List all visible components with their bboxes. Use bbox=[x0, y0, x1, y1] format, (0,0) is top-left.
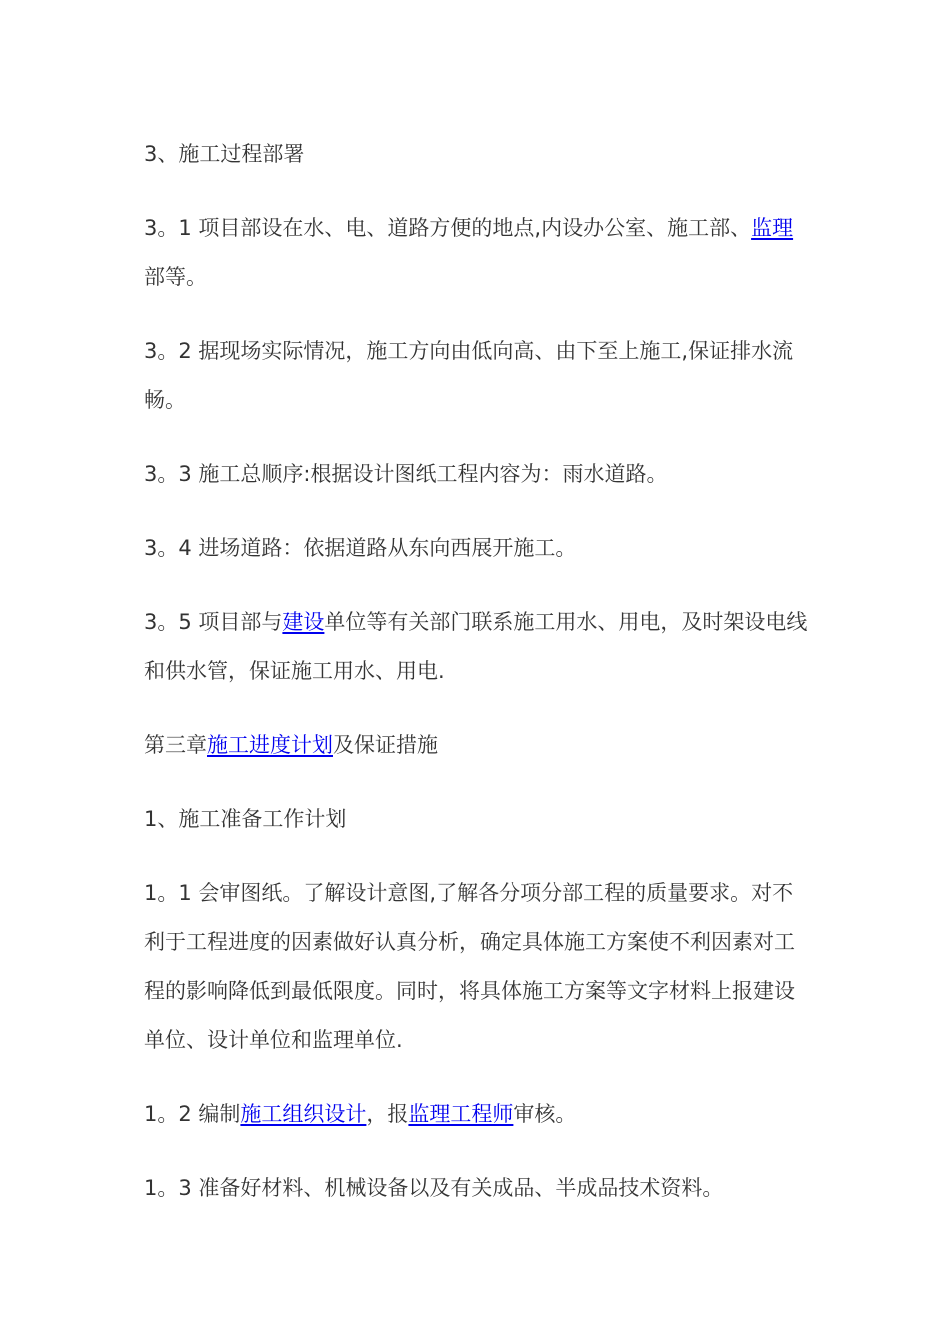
paragraph-chapter-3 bbox=[144, 721, 808, 770]
text-p-3-3-0: 3。3 施工总顺序:根据设计图纸工程内容为：雨水道路。 bbox=[144, 462, 668, 486]
text-chapter-3-0: 第三章 bbox=[144, 733, 207, 757]
paragraph-p-1-2 bbox=[144, 1090, 808, 1139]
link-p-1-2-1[interactable]: 施工组织设计 bbox=[240, 1102, 367, 1126]
paragraph-p-1-3 bbox=[144, 1164, 808, 1213]
text-p-1-0: 1、施工准备工作计划 bbox=[144, 807, 347, 831]
text-p-3-5-0: 3。5 项目部与 bbox=[144, 610, 283, 634]
paragraph-p-3-4 bbox=[144, 524, 808, 573]
text-chapter-3-2: 及保证措施 bbox=[333, 733, 438, 757]
text-p-1-2-4: 审核。 bbox=[513, 1102, 577, 1126]
text-p-1-1-0: 1。1 会审图纸。了解设计意图,了解各分项分部工程的质量要求。对不利于工程进度的因素做好认真分析，确定具体施工方案使不利因素对工程的影响降低到最低限度。同时，将具体施工方案等文字材料上报建设单位、设计单位和监理单位. bbox=[144, 881, 795, 1052]
text-p-3-5-2: 单位等有关部门联系施工用水、用电，及时架设电线和供水管，保证施工用水、用电. bbox=[144, 610, 808, 683]
paragraph-p-1-1 bbox=[144, 869, 808, 1065]
link-p-3-5-1[interactable]: 建设 bbox=[282, 610, 325, 634]
text-p-3-0: 3、施工过程部署 bbox=[144, 142, 305, 166]
text-p-3-2-0: 3。2 据现场实际情况，施工方向由低向高、由下至上施工,保证排水流畅。 bbox=[144, 339, 794, 412]
paragraph-p-3-1 bbox=[144, 204, 808, 302]
text-p-1-3-0: 1。3 准备好材料、机械设备以及有关成品、半成品技术资料。 bbox=[144, 1176, 724, 1200]
paragraph-p-3 bbox=[144, 130, 808, 179]
paragraph-p-1 bbox=[144, 795, 808, 844]
paragraph-p-3-2 bbox=[144, 327, 808, 425]
paragraph-p-3-3 bbox=[144, 450, 808, 499]
link-p-3-1-1[interactable]: 监理 bbox=[751, 216, 794, 240]
link-p-1-2-3[interactable]: 监理工程师 bbox=[408, 1102, 514, 1126]
text-p-1-2-2: ，报 bbox=[366, 1102, 409, 1126]
text-p-3-1-0: 3。1 项目部设在水、电、道路方便的地点,内设办公室、施工部、 bbox=[144, 216, 752, 240]
link-chapter-3-1[interactable]: 施工进度计划 bbox=[207, 733, 333, 757]
text-p-3-1-2: 部等。 bbox=[144, 265, 207, 289]
text-p-1-2-0: 1。2 编制 bbox=[144, 1102, 241, 1126]
text-p-3-4-0: 3。4 进场道路：依据道路从东向西展开施工。 bbox=[144, 536, 577, 560]
paragraph-p-3-5 bbox=[144, 598, 808, 696]
document-body bbox=[144, 130, 808, 1238]
